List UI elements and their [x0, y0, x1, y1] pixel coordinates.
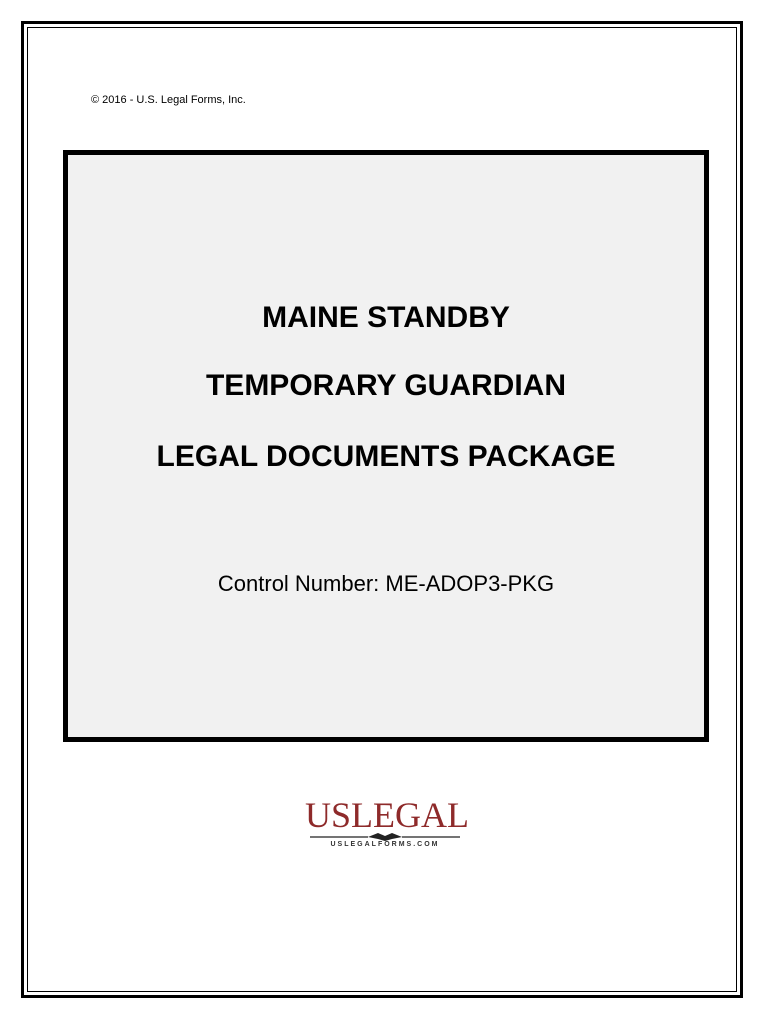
logo-url: USLEGALFORMS.COM [330, 841, 440, 848]
control-number: Control Number: ME-ADOP3-PKG [217, 571, 555, 596]
title-line-package: LEGAL DOCUMENTS PACKAGE [156, 440, 616, 473]
copyright-notice: © 2016 - U.S. Legal Forms, Inc. [91, 94, 246, 106]
title-line-state: MAINE STANDBY [262, 301, 510, 334]
title-box [63, 150, 709, 742]
uslegal-logo [305, 795, 469, 856]
logo-wordmark: USLEGAL [305, 795, 469, 835]
title-line-subject: TEMPORARY GUARDIAN [205, 369, 566, 402]
